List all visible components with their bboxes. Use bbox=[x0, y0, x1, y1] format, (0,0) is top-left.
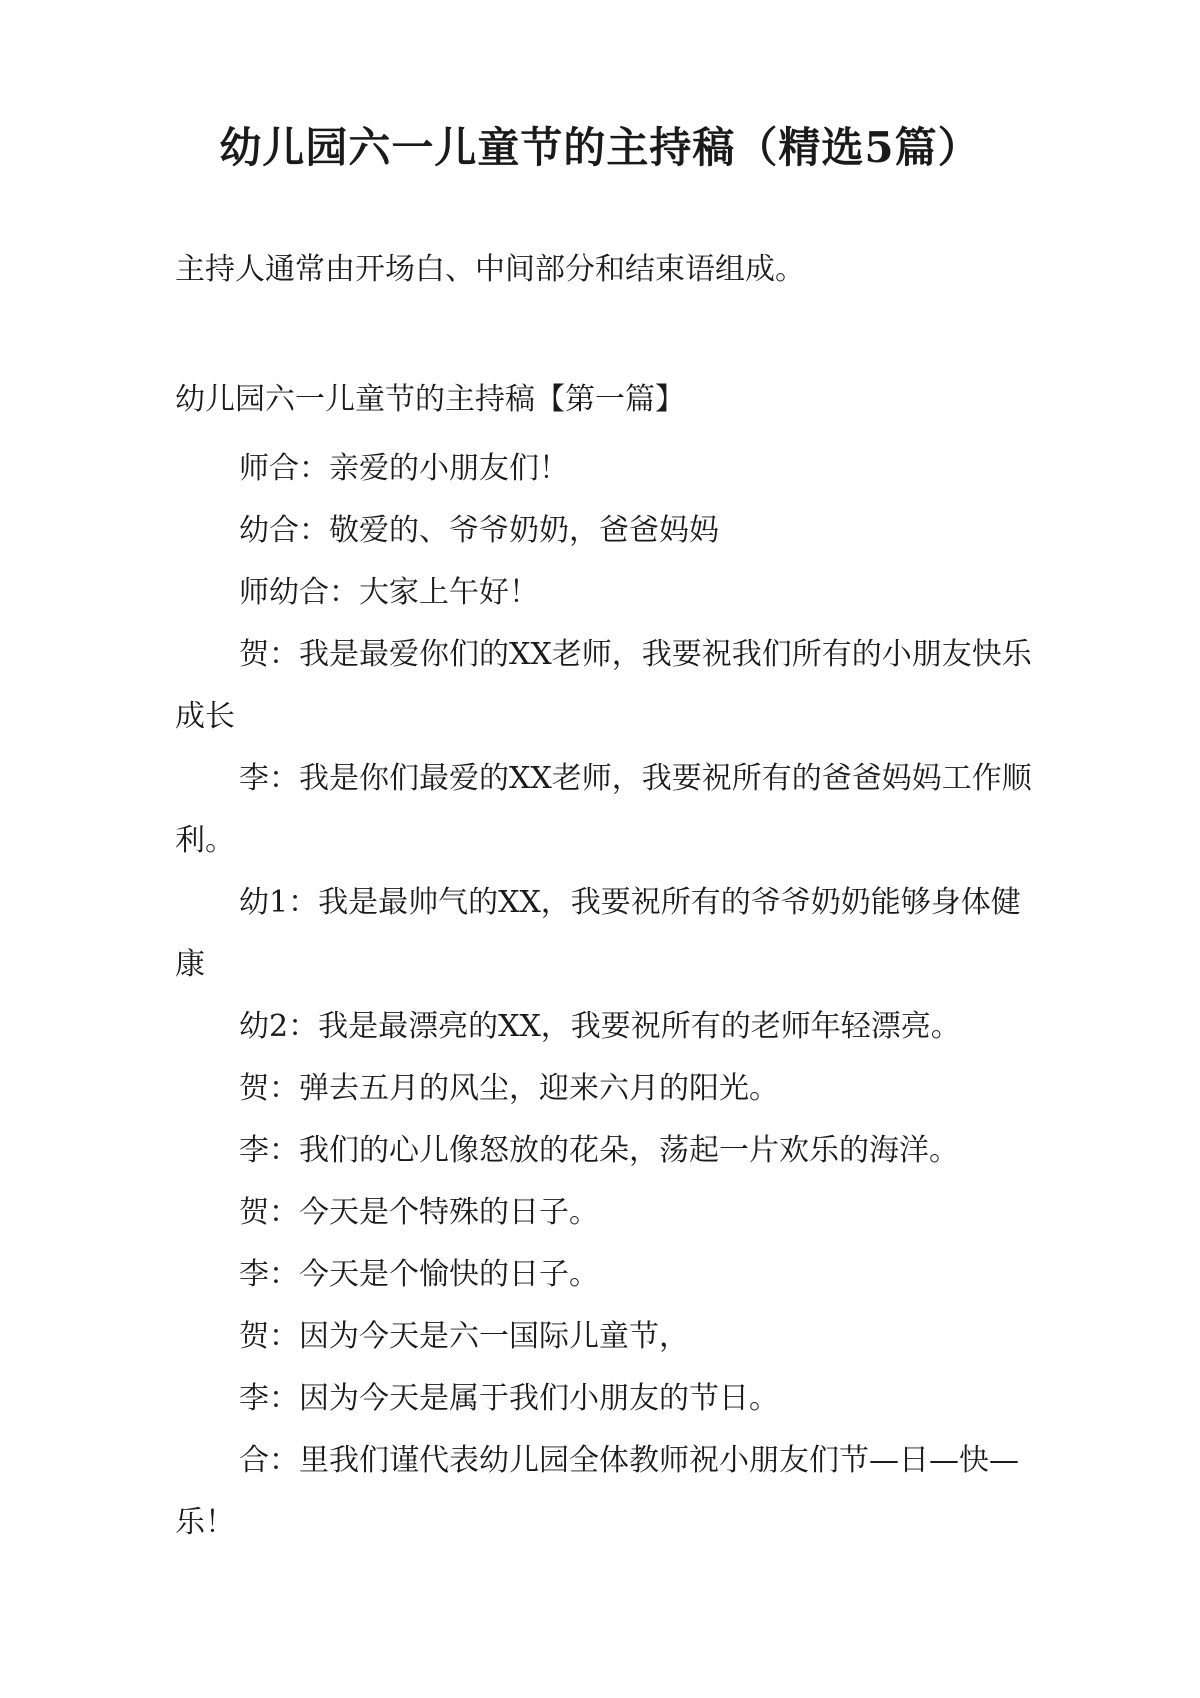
script-line: 幼合：敬爱的、爷爷奶奶，爸爸妈妈 bbox=[239, 513, 719, 548]
script-body bbox=[175, 438, 1045, 1554]
script-line: 贺：今天是个特殊的日子。 bbox=[239, 1195, 599, 1230]
section-heading: 幼儿园六一儿童节的主持稿【第一篇】 bbox=[175, 382, 685, 417]
script-line: 李：我们的心儿像怒放的花朵，荡起一片欢乐的海洋。 bbox=[239, 1133, 959, 1168]
script-line: 李：因为今天是属于我们小朋友的节日。 bbox=[239, 1381, 779, 1416]
intro-paragraph: 主持人通常由开场白、中间部分和结束语组成。 bbox=[175, 252, 805, 287]
script-line: 师合：亲爱的小朋友们！ bbox=[239, 451, 569, 486]
script-line: 李：今天是个愉快的日子。 bbox=[239, 1257, 599, 1292]
script-line: 幼1：我是最帅气的XX，我要祝所有的爷爷奶奶能够身体健康 bbox=[175, 885, 1021, 982]
script-line: 师幼合：大家上午好！ bbox=[239, 575, 539, 610]
script-line: 幼2：我是最漂亮的XX，我要祝所有的老师年轻漂亮。 bbox=[239, 1009, 961, 1044]
script-line: 贺：我是最爱你们的XX老师，我要祝我们所有的小朋友快乐成长 bbox=[175, 637, 1032, 734]
script-line: 李：我是你们最爱的XX老师，我要祝所有的爸爸妈妈工作顺利。 bbox=[175, 761, 1032, 858]
document-title: 幼儿园六一儿童节的主持稿（精选5篇） bbox=[219, 123, 981, 172]
script-line: 贺：因为今天是六一国际儿童节， bbox=[239, 1319, 689, 1354]
script-line: 贺：弹去五月的风尘，迎来六月的阳光。 bbox=[239, 1071, 779, 1106]
script-line: 合：里我们谨代表幼儿园全体教师祝小朋友们节—日—快—乐！ bbox=[175, 1443, 1019, 1540]
